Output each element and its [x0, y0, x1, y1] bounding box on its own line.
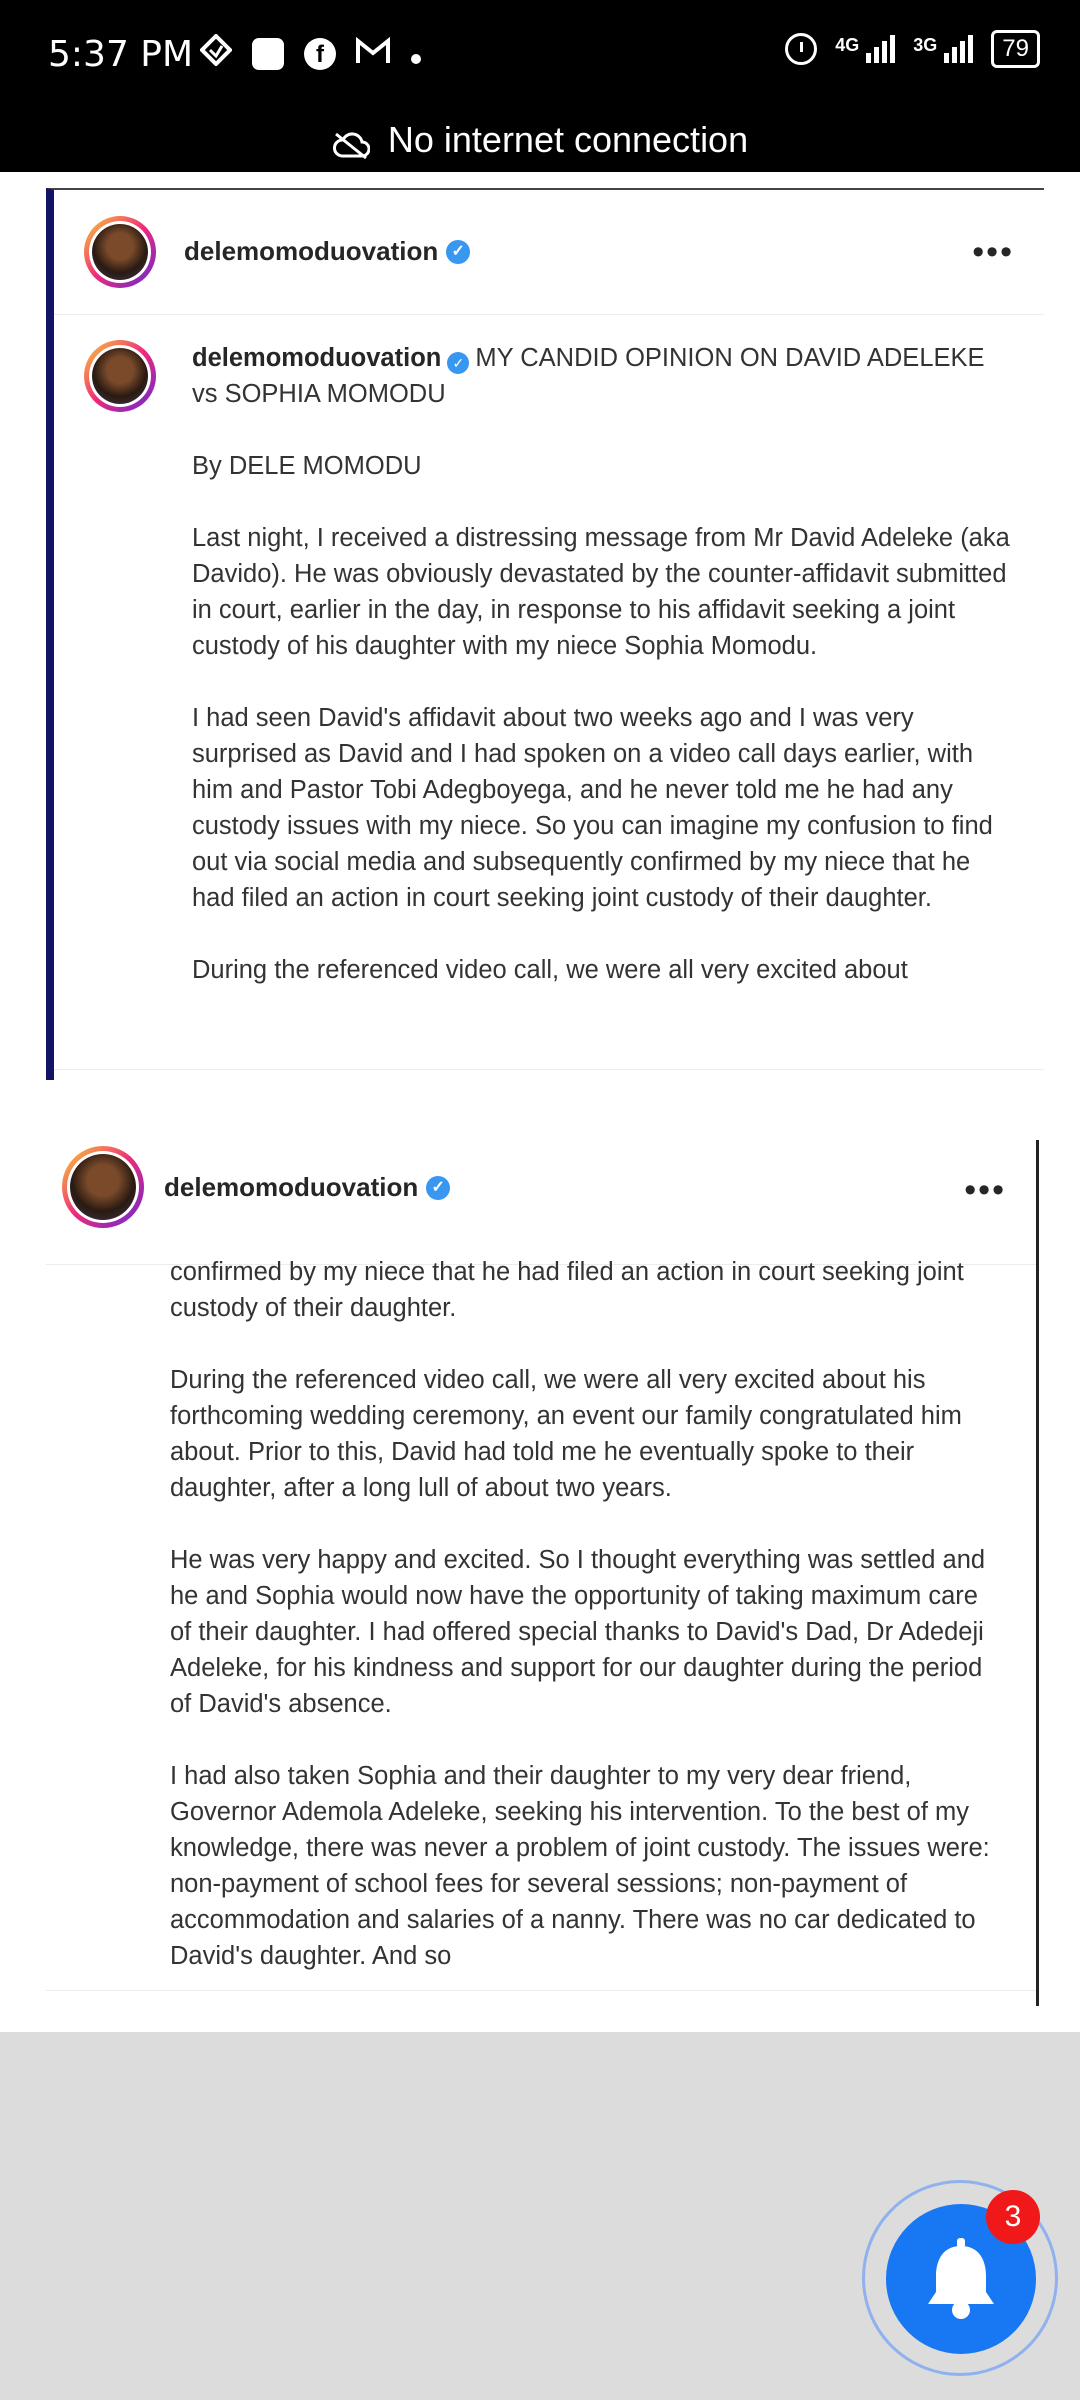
- post-screenshot-1[interactable]: [46, 188, 1044, 1080]
- more-options-icon[interactable]: •••: [972, 233, 1014, 271]
- more-options-icon[interactable]: •••: [964, 1171, 1006, 1209]
- facebook-icon: f: [304, 38, 336, 70]
- caption-byline: By DELE MOMODU: [192, 452, 422, 480]
- avatar[interactable]: [84, 216, 156, 288]
- post-screenshot-2[interactable]: [46, 1140, 1039, 2006]
- status-bar: [0, 0, 1080, 108]
- gmail-icon: [356, 36, 390, 72]
- notification-icons: [200, 34, 422, 73]
- verified-badge-icon: ✓: [447, 352, 469, 374]
- dot-icon: [410, 36, 422, 72]
- post-header: [54, 190, 1044, 315]
- caption-paragraph: I had seen David's affidavit about two weeks ago and I was very surprised as David and I had spoken on a video call days earlier, with him and Pastor Tobi Adegboyega, and he never told me he had any custody issues with my niece. So you can imagine my confusion to find out via social media and subsequently confirmed by my niece that he had filed an action in court seeking joint custody of their daughter.: [192, 704, 993, 912]
- system-icons: [785, 30, 1040, 68]
- network-label-4g: 4G: [835, 35, 860, 55]
- post-username[interactable]: [164, 1172, 450, 1203]
- post-header: [46, 1140, 1036, 1265]
- avatar[interactable]: [62, 1146, 144, 1228]
- caption-paragraph: During the referenced video call, we were all very excited about: [192, 956, 908, 984]
- signal-icon-4g: [835, 35, 895, 63]
- notification-badge: 3: [986, 2190, 1040, 2244]
- signal-icon-3g: [913, 35, 973, 63]
- caption-username[interactable]: delemomoduovation: [192, 344, 442, 372]
- cloud-off-icon: [332, 127, 368, 153]
- post-username[interactable]: [184, 236, 470, 267]
- caption-clip: [54, 340, 1044, 1065]
- battery-icon: 79: [991, 30, 1040, 68]
- connection-banner-text: No internet connection: [387, 119, 749, 160]
- verified-badge-icon: ✓: [446, 240, 470, 264]
- username-text: delemomoduovation: [184, 236, 439, 266]
- vpn-icon: [200, 34, 232, 73]
- post-caption: [170, 1254, 990, 1990]
- caption-paragraph: He was very happy and excited. So I thought everything was settled and he and Sophia would now have the opportunity of taking maximum care of their daughter. I had offered special thanks to David's Dad, Dr Adedeji Adeleke, for his kindness and support for our daughter during the period of David's absence.: [170, 1546, 986, 1718]
- network-label-3g: 3G: [913, 35, 938, 55]
- app-square-icon: [252, 38, 284, 70]
- caption-title: MY CANDID OPINION ON DAVID ADELEKE vs SOPHIA MOMODU: [192, 344, 985, 408]
- username-text: delemomoduovation: [164, 1172, 419, 1202]
- caption-paragraph: Last night, I received a distressing message from Mr David Adeleke (aka Davido). He was obviously devastated by the counter-affidavit submitted in court, earlier in the day, in response to his affidavit seeking a joint custody of his daughter with my niece Sophia Momodu.: [192, 524, 1010, 660]
- caption-paragraph: I had also taken Sophia and their daughter to my very dear friend, Governor Ademola Adeleke, seeking his intervention. To the best of my knowledge, there was never a problem of joint custody. The issues were: non-payment of school fees for several sessions; non-payment of accommodation and salaries of a nanny. There was no car dedicated to David's daughter. And so: [170, 1762, 990, 1970]
- connection-banner: [0, 108, 1080, 172]
- caption-paragraph: confirmed by my niece that he had filed an action in court seeking joint custody of their daughter.: [170, 1258, 964, 1322]
- alarm-icon: [785, 33, 817, 65]
- verified-badge-icon: ✓: [426, 1176, 450, 1200]
- post-caption: [192, 340, 1012, 1024]
- status-time: 5:37 PM: [48, 34, 194, 75]
- caption-paragraph: During the referenced video call, we were all very excited about his forthcoming wedding ceremony, an event our family congratulated him about. Prior to this, David had told me he eventually spoke to their daughter, after a long lull of about two years.: [170, 1366, 962, 1502]
- caption-clip: [46, 1250, 1036, 1990]
